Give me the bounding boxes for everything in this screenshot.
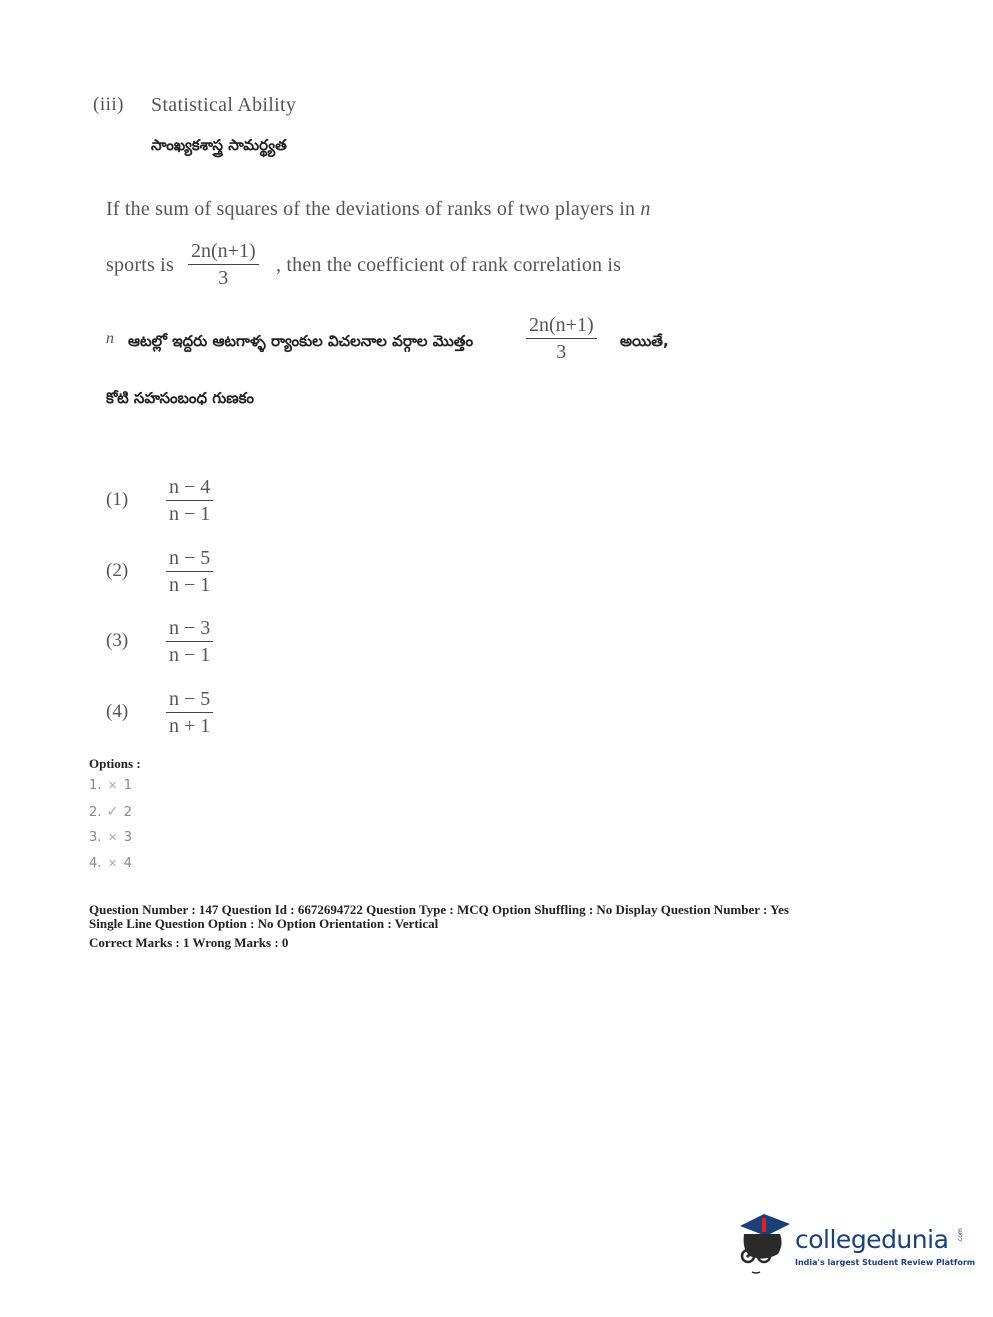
telugu-question-line-2: కోటి సహసంబంధ గుణకం [106, 389, 255, 407]
cross-icon: ✕ [107, 857, 118, 870]
logo-suffix: .com [956, 1228, 964, 1243]
question-line-2-pre: sports is [106, 254, 174, 276]
logo-tagline: India's largest Student Review Platform [795, 1258, 976, 1267]
option-row-3 [89, 830, 132, 845]
option-row-1 [89, 778, 132, 793]
question-meta-line-1: Question Number : 147 Question Id : 6672694722 Question Type : MCQ Option Shuffling : No Display Question Number : Yes [89, 902, 789, 917]
mascot-graduation-cap-icon [734, 1210, 796, 1280]
section-number: (iii) [93, 94, 124, 115]
answer-1-label: (1) [106, 489, 129, 510]
option-1-value: 1 [123, 778, 132, 793]
answer-3-denominator: n − 1 [169, 644, 211, 666]
telugu-fraction-numerator: 2n(n+1) [529, 314, 594, 336]
answer-1-fraction [166, 474, 213, 527]
question-variable-n: n [640, 198, 651, 220]
question-fraction [188, 238, 259, 291]
question-line-1-text: If the sum of squares of the deviations of ranks of two players in [106, 198, 636, 220]
question-line-2-post: , then the coefficient of rank correlation is [276, 254, 622, 276]
telugu-question-fraction [526, 312, 597, 365]
section-title-telugu: సాంఖ్యకశాస్త్ర సామర్థ్యత [151, 136, 287, 154]
answer-1-numerator: n − 4 [169, 476, 211, 498]
fraction-numerator: 2n(n+1) [191, 240, 256, 262]
answer-4-numerator: n − 5 [169, 688, 211, 710]
question-meta-line-3: Correct Marks : 1 Wrong Marks : 0 [89, 935, 289, 950]
option-1-index: 1. [89, 778, 102, 793]
answer-4-label: (4) [106, 701, 129, 722]
telugu-question-line-1: ఆటల్లో ఇద్దరు ఆటగాళ్ళ ర్యాంకుల విచలనాల వర్గాల మొత్తం [128, 332, 474, 350]
option-4-value: 4 [123, 856, 132, 871]
answer-4-denominator: n + 1 [169, 715, 211, 737]
answer-2-numerator: n − 5 [169, 547, 211, 569]
question-meta-line-2: Single Line Question Option : No Option Orientation : Vertical [89, 916, 439, 931]
section-title: Statistical Ability [151, 94, 297, 116]
cross-icon: ✕ [107, 779, 118, 792]
answer-4-fraction [166, 686, 213, 739]
answer-2-fraction [166, 545, 213, 598]
option-3-value: 3 [123, 830, 132, 845]
options-header: Options : [89, 756, 141, 771]
cross-icon: ✕ [107, 831, 118, 844]
option-row-2 [89, 804, 132, 820]
option-row-4 [89, 856, 132, 871]
answer-2-denominator: n − 1 [169, 574, 211, 596]
answer-3-label: (3) [106, 630, 129, 651]
answer-3-numerator: n − 3 [169, 617, 211, 639]
fraction-denominator: 3 [218, 267, 229, 289]
answer-2-label: (2) [106, 560, 129, 581]
option-2-index: 2. [89, 805, 102, 820]
option-3-index: 3. [89, 830, 102, 845]
telugu-variable-n: n [106, 330, 115, 347]
logo-wordmark: collegedunia [795, 1225, 949, 1254]
answer-3-fraction [166, 615, 213, 668]
answer-1-denominator: n − 1 [169, 503, 211, 525]
check-icon: ✓ [106, 804, 119, 820]
option-2-value: 2 [123, 805, 132, 820]
telugu-question-line-1-post: అయితే, [620, 332, 669, 350]
question-line-1 [106, 198, 651, 221]
option-4-index: 4. [89, 856, 102, 871]
telugu-fraction-denominator: 3 [556, 341, 567, 363]
